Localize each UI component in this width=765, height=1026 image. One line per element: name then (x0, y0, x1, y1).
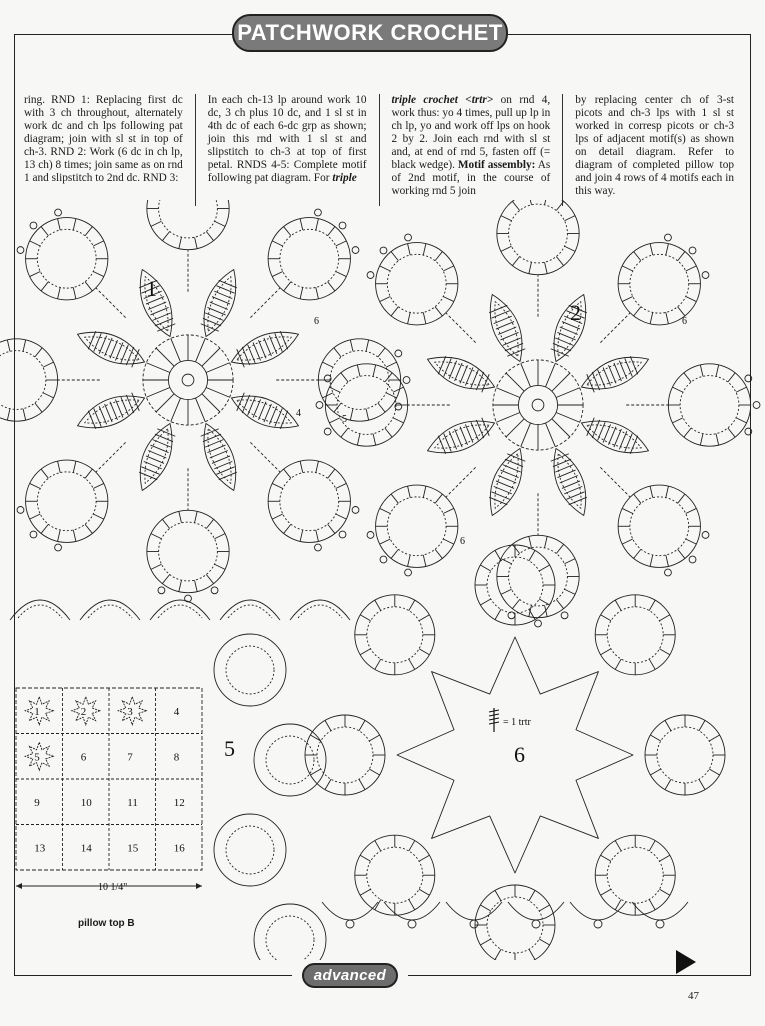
motif-label-5: 5 (224, 736, 235, 761)
text-run: ring. RND 1: Replacing first dc with 3 ch throughout, alternately work dc and ch lps following pat diagram; join with sl st in top of ch-3. RND 2: Work (6 dc in ch lp, 13 ch) 8 times; join same as on rnd 1 and slipstitch to 2nd dc. RND 3: (24, 94, 183, 184)
round-mark: 6 (682, 316, 687, 327)
grid-cell-number: 15 (127, 842, 139, 855)
pillow-label: pillow top B (78, 918, 135, 929)
trtr-legend-text: = 1 trtr (503, 717, 531, 728)
motif-label-2: 2 (570, 300, 581, 325)
grid-cell-number: 6 (80, 751, 87, 764)
grid-cell-number: 13 (34, 842, 46, 855)
pillow-assembly-grid (16, 688, 202, 889)
column-divider (379, 94, 380, 206)
grid-cell-number: 11 (127, 796, 138, 809)
round-mark: 6 (460, 536, 465, 547)
round-mark: 5 (342, 414, 347, 425)
difficulty-badge-text: advanced (302, 963, 398, 988)
motif-label-6: 6 (514, 742, 525, 767)
page-number: 47 (688, 990, 699, 1002)
text-run: on rnd 4, work thus: yo 4 times, pull up lp in ch lp, yo and work off lps on hook 2 by 2. Join each rnd with sl st and, at end of rnd 5, fasten off (= black wedge). (391, 94, 551, 171)
crochet-diagram-svg (0, 200, 765, 960)
grid-cell-number: 4 (173, 705, 180, 718)
trtr-legend (489, 708, 532, 732)
crochet-motif (0, 200, 410, 602)
round-mark: 6 (314, 316, 319, 327)
column-divider (195, 94, 196, 206)
column-divider (562, 94, 563, 206)
motif-label-1: 1 (146, 276, 157, 301)
section-title-text: PATCHWORK CROCHET (237, 20, 503, 45)
section-title (232, 14, 508, 52)
text-run: triple crochet <trtr> (391, 94, 494, 106)
grid-cell-number: 14 (80, 842, 92, 855)
difficulty-badge (292, 962, 408, 988)
grid-cell-number: 5 (34, 751, 40, 764)
text-run: triple (332, 172, 357, 184)
crochet-motif-partial (10, 600, 350, 960)
dimension-label: 10 1/4" (98, 882, 128, 893)
next-page-arrow-icon[interactable] (676, 950, 696, 974)
crochet-motif (316, 200, 760, 627)
crochet-diagram (0, 200, 765, 960)
grid-cell-number: 3 (127, 705, 133, 718)
grid-cell-number: 10 (80, 796, 92, 809)
grid-cell-number: 12 (173, 796, 185, 809)
text-run: In each ch-13 lp around work 10 dc, 3 ch plus 10 dc, and 1 sl st in 4th dc of each 6-dc grp as shown; join this rnd with 1 sl st and slipstitch to ch-3 at top of first petal. RNDS 4-5: Complete motif following pat diagram. For (207, 94, 367, 184)
grid-cell-number: 16 (173, 842, 185, 855)
grid-cell-number: 2 (80, 705, 87, 718)
grid-cell-number: 8 (173, 751, 180, 764)
text-run: by replacing center ch of 3-st picots and ch-3 lps with 1 sl st worked in corresp picots or ch-3 lps of adjacent motif(s) as shown on detail diagram. Refer to diagram of completed pillow top and join 4 rows of 4 motifs each in this way. (575, 94, 734, 197)
motif-drawings (0, 200, 760, 960)
text-run: Motif assembly: (457, 159, 536, 171)
text-run: As of 2nd motif, in the course of working rnd 5 join (391, 159, 551, 197)
grid-cell-number: 7 (127, 751, 133, 764)
round-mark: 4 (296, 408, 301, 419)
grid-cell-number: 9 (34, 796, 40, 809)
grid-cell-number: 1 (34, 705, 40, 718)
